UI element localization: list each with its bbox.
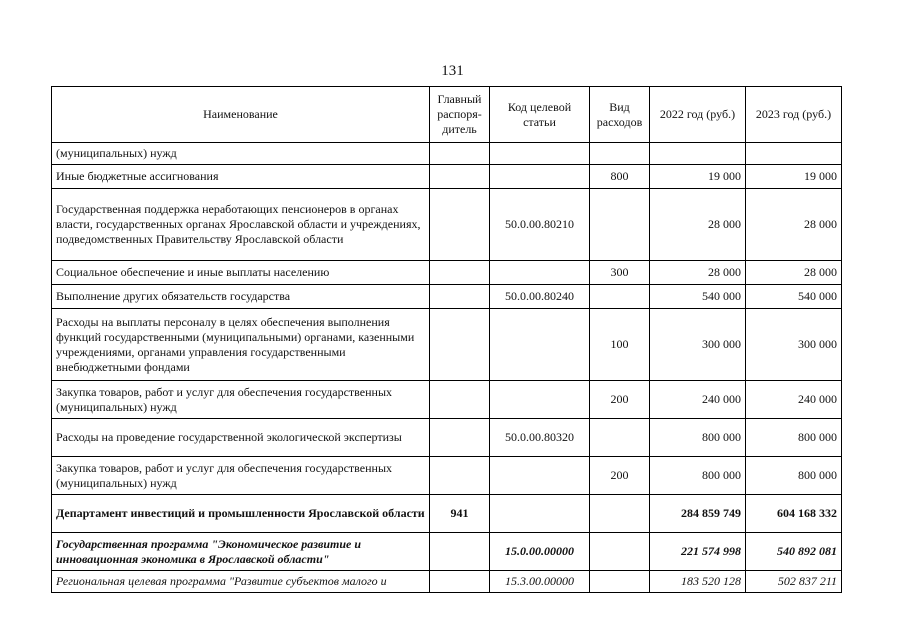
table-row <box>52 143 842 165</box>
row-2022: 300 000 <box>650 309 746 381</box>
row-2022: 240 000 <box>650 381 746 419</box>
row-vid: 300 <box>590 261 650 285</box>
row-2023: 800 000 <box>746 419 842 457</box>
row-code: 50.0.00.80320 <box>490 419 590 457</box>
row-2023: 19 000 <box>746 165 842 189</box>
row-code: 15.0.00.00000 <box>490 533 590 571</box>
row-2023: 240 000 <box>746 381 842 419</box>
header-2023: 2023 год (руб.) <box>746 87 842 143</box>
row-vid <box>590 143 650 165</box>
row-name: Департамент инвестиций и промышленности Ярославской области <box>52 495 430 533</box>
row-2022: 540 000 <box>650 285 746 309</box>
row-code: 50.0.00.80210 <box>490 189 590 261</box>
row-glavny <box>430 533 490 571</box>
table-row <box>52 309 842 381</box>
row-name: Иные бюджетные ассигнования <box>52 165 430 189</box>
row-code <box>490 309 590 381</box>
header-code: Код целевой статьи <box>490 87 590 143</box>
row-2023: 28 000 <box>746 189 842 261</box>
page-number: 131 <box>441 63 464 79</box>
row-2023: 28 000 <box>746 261 842 285</box>
row-2023: 502 837 211 <box>746 571 842 593</box>
row-vid <box>590 533 650 571</box>
table-row <box>52 495 842 533</box>
header-glavny: Главный распоря-дитель <box>430 87 490 143</box>
row-vid <box>590 571 650 593</box>
row-2023: 540 000 <box>746 285 842 309</box>
row-glavny <box>430 261 490 285</box>
table-row <box>52 533 842 571</box>
row-name: (муниципальных) нужд <box>52 143 430 165</box>
row-vid: 200 <box>590 457 650 495</box>
row-code: 15.3.00.00000 <box>490 571 590 593</box>
row-2022: 19 000 <box>650 165 746 189</box>
table-row <box>52 189 842 261</box>
table-row <box>52 165 842 189</box>
table-header-row <box>52 87 842 143</box>
table-row <box>52 261 842 285</box>
row-name: Расходы на выплаты персоналу в целях обеспечения выполнения функций государственными (муниципальными) органами, казенными учреждениями, органами управления государственными внебюджетными фондами <box>52 309 430 381</box>
row-code <box>490 381 590 419</box>
table-row <box>52 457 842 495</box>
row-name: Государственная программа "Экономическое развитие и инновационная экономика в Ярославской области" <box>52 533 430 571</box>
row-name: Расходы на проведение государственной экологической экспертизы <box>52 419 430 457</box>
header-2022: 2022 год (руб.) <box>650 87 746 143</box>
row-vid <box>590 419 650 457</box>
row-2023: 800 000 <box>746 457 842 495</box>
row-name: Государственная поддержка неработающих пенсионеров в органах власти, государственных органах Ярославской области и учреждениях, подведомственных Правительству Ярославской области <box>52 189 430 261</box>
row-glavny <box>430 189 490 261</box>
row-2022: 221 574 998 <box>650 533 746 571</box>
row-2023 <box>746 143 842 165</box>
row-glavny <box>430 143 490 165</box>
budget-table <box>51 86 842 593</box>
row-glavny <box>430 571 490 593</box>
table-row <box>52 381 842 419</box>
table-row <box>52 571 842 593</box>
row-2023: 604 168 332 <box>746 495 842 533</box>
row-vid: 200 <box>590 381 650 419</box>
row-glavny <box>430 165 490 189</box>
header-vid: Вид расходов <box>590 87 650 143</box>
row-2022: 28 000 <box>650 261 746 285</box>
row-code <box>490 261 590 285</box>
row-code <box>490 495 590 533</box>
row-vid: 100 <box>590 309 650 381</box>
table-row <box>52 285 842 309</box>
row-vid <box>590 495 650 533</box>
row-glavny <box>430 457 490 495</box>
row-glavny: 941 <box>430 495 490 533</box>
row-2022: 284 859 749 <box>650 495 746 533</box>
row-code: 50.0.00.80240 <box>490 285 590 309</box>
row-glavny <box>430 381 490 419</box>
row-name: Закупка товаров, работ и услуг для обеспечения государственных (муниципальных) нужд <box>52 381 430 419</box>
row-name: Региональная целевая программа "Развитие субъектов малого и <box>52 571 430 593</box>
row-2022 <box>650 143 746 165</box>
row-name: Выполнение других обязательств государства <box>52 285 430 309</box>
row-code <box>490 143 590 165</box>
row-code <box>490 457 590 495</box>
row-name: Социальное обеспечение и иные выплаты населению <box>52 261 430 285</box>
row-vid: 800 <box>590 165 650 189</box>
row-2023: 300 000 <box>746 309 842 381</box>
row-2022: 800 000 <box>650 419 746 457</box>
row-glavny <box>430 309 490 381</box>
row-glavny <box>430 285 490 309</box>
row-2022: 183 520 128 <box>650 571 746 593</box>
row-2023: 540 892 081 <box>746 533 842 571</box>
row-glavny <box>430 419 490 457</box>
header-name: Наименование <box>52 87 430 143</box>
row-2022: 800 000 <box>650 457 746 495</box>
row-code <box>490 165 590 189</box>
row-2022: 28 000 <box>650 189 746 261</box>
row-vid <box>590 189 650 261</box>
row-name: Закупка товаров, работ и услуг для обеспечения государственных (муниципальных) нужд <box>52 457 430 495</box>
row-vid <box>590 285 650 309</box>
table-row <box>52 419 842 457</box>
